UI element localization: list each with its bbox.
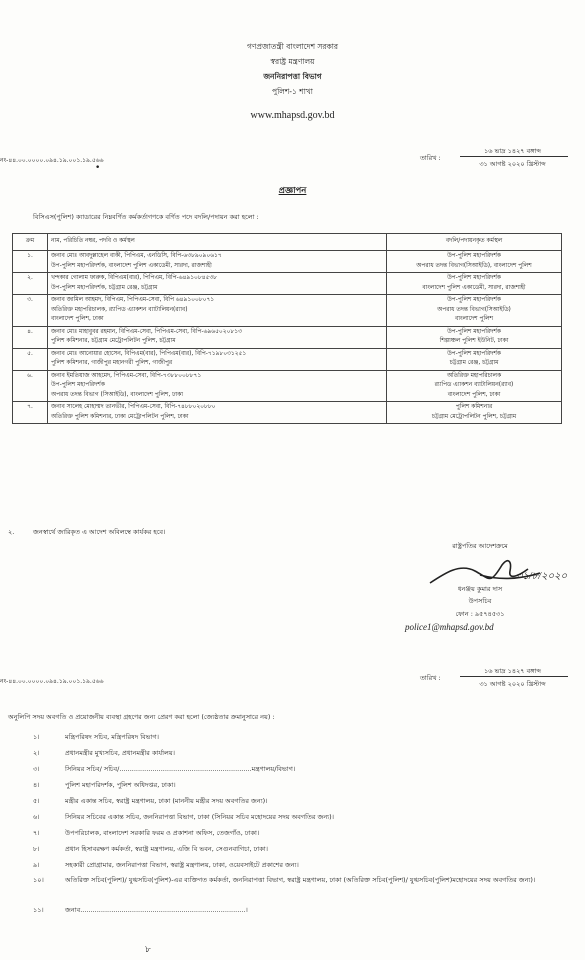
date-block-2: [420, 664, 580, 694]
row-details: [48, 295, 387, 327]
row-serial: ৪.: [13, 326, 48, 348]
details-line: জনাব মোঃ আনোয়ার হোসেন, বিপিএম(বার), পিপিএম(বার), বিপি-৭১৯৮০৩১২৫১: [51, 350, 247, 357]
details-line: জনাব মোঃ আবদুল্লাহেল বাকী, পিপিএম, এনডিসি, বিপি-৬৩৮৯০৯০৬১৭: [51, 253, 222, 259]
para-number: ২.: [8, 528, 15, 536]
details-line: খন্দকার গোলাম ফারুক, বিপিএম(বার), পিপিএম, বিপি-৬৪৯১০৮৪৫৩৮: [51, 275, 217, 281]
details-line: বাংলাদেশ পুলিশ, ঢাকা: [51, 316, 104, 322]
date-block: [420, 144, 580, 174]
signature-date: ৩১/৮/২০২০: [516, 571, 568, 582]
list-item-number: ১১।: [33, 906, 44, 914]
details-line: পুলিশ কমিশনার, গাজীপুর মহানগরী পুলিশ, গাজীপুর: [51, 360, 173, 366]
letterhead-website: www.mhapsd.gov.bd: [250, 110, 335, 121]
date-gregorian: ৩১ আগষ্ট ২০২০ খ্রিস্টাব্দ: [479, 160, 546, 168]
row-details: [48, 348, 387, 370]
row-serial: ২.: [13, 273, 48, 295]
row-posting: [387, 273, 562, 295]
letterhead-ministry: স্বরাষ্ট্র মন্ত্রণালয়: [270, 57, 315, 66]
posting-line: অপরাধ তদন্ত বিভাগ(সিআইডি): [437, 306, 511, 313]
row-posting: [387, 295, 562, 327]
row-serial: ৫.: [13, 348, 48, 370]
row-details: [48, 251, 387, 273]
posting-line: অতিরিক্ত মহাপরিচালক: [446, 372, 502, 379]
letterhead-government: গণপ্রজাতন্ত্রী বাংলাদেশ সরকার: [246, 42, 339, 51]
memo-number: নং-৪৪.০০.০০০০.০৯৪.১৯.০০১.১৯.৫৬৬: [0, 157, 104, 164]
table-header-row: [13, 234, 562, 251]
table-row: [13, 273, 562, 295]
posting-line: উপ-পুলিশ মহাপরিদর্শক: [447, 253, 501, 259]
details-line: উপ-পুলিশ মহাপরিদর্শক, বাংলাদেশ পুলিশ একাডেমী, সারদা, রাজশাহী: [51, 262, 212, 269]
date-gregorian-2: ৩১ আগষ্ট ২০২০ খ্রিস্টাব্দ: [479, 680, 546, 688]
posting-line: পুলিশ কমিশনার: [455, 404, 493, 410]
details-line: জনাব জামিল আহমদ, বিপিএম, পিপিএম-সেবা, বিপি ৬৪৯১০০৮০৭১: [51, 297, 215, 303]
date-divider-2: [460, 676, 568, 677]
row-details: [48, 402, 387, 424]
posting-line: বাংলাদেশ পুলিশ, ঢাকা: [447, 391, 501, 398]
list-item-number: ৮।: [33, 845, 40, 853]
list-item-number: ২।: [33, 749, 40, 757]
details-line: জনাব সালেহ মোহাম্মদ তানভীর, পিপিএম-সেবা, বিপি-৭৪৮৮০২০৮৮০: [51, 404, 216, 410]
page-title: প্রজ্ঞাপন: [278, 186, 307, 196]
row-details: [48, 370, 387, 402]
list-item-number: ১০।: [33, 876, 44, 884]
details-line: জনাব ইমতিয়াজ আহমেদ, পিপিএম-সেবা, বিপি-৭৩৮৮০০৮৮৭১: [51, 372, 202, 379]
table-row: [13, 326, 562, 348]
list-item-number: ১।: [33, 733, 40, 741]
signatory-email: police1@mhapsd.gov.bd: [405, 622, 494, 632]
list-item-number: ৭।: [33, 829, 40, 837]
date-bangla: ১৬ ভাদ্র ১৪২৭ বঙ্গাব্দ: [484, 147, 541, 155]
order-by: রাষ্ট্রপতির আদেশক্রমে: [452, 542, 508, 550]
posting-line: অপরাধ তদন্ত বিভাগ(সিআইডি), বাংলাদেশ পুলিশ: [416, 262, 532, 269]
table-row: [13, 251, 562, 273]
date-divider: [460, 156, 568, 157]
table-row: [13, 402, 562, 424]
row-posting: [387, 370, 562, 402]
posting-line: চট্টগ্রাম মেট্রোপলিটন পুলিশ, চট্টগ্রাম: [431, 413, 517, 420]
row-details: [48, 326, 387, 348]
signatory-designation: উপসচিব: [468, 597, 492, 605]
signatory-name: ধনঞ্জয় কুমার দাস: [457, 585, 503, 593]
list-item-number: ৬।: [33, 813, 40, 821]
row-posting: [387, 326, 562, 348]
letterhead-branch: পুলিশ-১ শাখা: [272, 87, 313, 96]
row-posting: [387, 251, 562, 273]
para-text: জনস্বার্থে জারিকৃত এ আদেশ অবিলম্বে কার্যকর হবে।: [33, 528, 166, 536]
row-serial: ৬.: [13, 370, 48, 402]
header-posting: বদলি/পদায়নকৃত কর্মস্থল: [387, 234, 562, 251]
posting-line: উপ-পুলিশ মহাপরিদর্শক: [447, 297, 501, 303]
intro-text: বিসিএস(পুলিশ) ক্যাডারের নিম্নবর্ণিত কর্মকর্তাগণকে বর্ণিত পদে বদলি/পদায়ন করা হলো :: [33, 213, 259, 221]
posting-line: উপ-পুলিশ মহাপরিদর্শক: [447, 328, 501, 335]
posting-line: শিল্পাঞ্চল পুলিশ ইউনিট, ঢাকা: [439, 338, 509, 344]
table-row: [13, 348, 562, 370]
list-item-text: অতিরিক্ত সচিব(পুলিশ)/ যুগ্মসচিব(পুলিশ)-এর ব্যক্তিগত কর্মকর্তা, জননিরাপত্তা বিভাগ, স্বরাষ্ট্র মন্ত্রণালয়, ঢাকা (অতিরিক্ত সচিব(পুলিশ)/ যুগ্মসচিব(পুলিশ)মহোদয়ের সদয় অবগতির জন্য)।: [65, 876, 536, 884]
posting-line: উপ-পুলিশ মহাপরিদর্শক: [447, 275, 501, 281]
footer-mark: ৮: [145, 945, 151, 955]
table-row: [13, 370, 562, 402]
posting-line: বাংলাদেশ পুলিশ: [455, 316, 493, 322]
details-line: পুলিশ কমিশনার, চট্টগ্রাম মেট্রোপলিটন পুলিশ, চট্টগ্রাম: [51, 338, 176, 344]
list-item-text: সহকারী প্রোগ্রামার, জননিরাপত্তা বিভাগ, স্বরাষ্ট্র মন্ত্রণালয়, ঢাকা, ওয়েবসাইটে প্রকাশের জন্য।: [65, 861, 299, 869]
list-item-text: পুলিশ মহাপরিদর্শক, পুলিশ অধিদপ্তর, ঢাকা।: [65, 781, 176, 789]
details-line: অতিরিক্ত মহাপরিচালক, র‍্যাপিড এ্যাকশন ব্যাটালিয়ন(র‍্যাব): [51, 306, 188, 313]
list-item-text: মন্ত্রিপরিষদ সচিব, মন্ত্রিপরিষদ বিভাগ।: [65, 733, 159, 741]
list-item-number: ৯।: [33, 861, 40, 869]
bullet-mark: •: [95, 163, 101, 173]
row-details: [48, 273, 387, 295]
letterhead-division: জননিরাপত্তা বিভাগ: [263, 72, 322, 81]
list-item-text: সিনিয়র সচিবের একান্ত সচিব, জননিরাপত্তা বিভাগ, ঢাকা (সিনিয়র সচিব মহোদয়ের সদয় অবগতির জন্য)।: [65, 813, 334, 821]
row-posting: [387, 348, 562, 370]
signatory-phone: ফোন : ৯৫৭৪৫৩১: [455, 610, 505, 618]
posting-line: চট্টগ্রাম রেঞ্জ, চট্টগ্রাম: [449, 360, 499, 366]
date-label: তারিখ :: [420, 154, 441, 162]
list-item-number: ৩।: [33, 765, 40, 773]
list-item-number: ৪।: [33, 781, 40, 789]
list-item-text: উপপরিচালক, বাংলাদেশ সরকারি ফরম ও প্রকাশনা অফিস, তেজগাঁও, ঢাকা।: [65, 829, 260, 837]
details-line: উপ-পুলিশ মহাপরিদর্শক, চট্টগ্রাম রেঞ্জ, চট্টগ্রাম: [51, 284, 158, 291]
posting-line: র‍্যাপিড এ্যাকশন ব্যাটালিয়ন(র‍্যাব): [434, 382, 514, 388]
details-line: অপরাধ তদন্ত বিভাগ (সিআইডি), বাংলাদেশ পুলিশ, ঢাকা: [51, 391, 183, 398]
posting-line: বাংলাদেশ পুলিশ একাডেমী, সারদা, রাজশাহী: [422, 284, 526, 291]
row-serial: ৩.: [13, 295, 48, 327]
details-line: উপ-পুলিশ মহাপরিদর্শক: [51, 382, 105, 388]
transfer-table: [12, 233, 562, 424]
date-label-2: তারিখ :: [420, 674, 441, 682]
details-line: জনাব মোঃ মাহাবুবর রহমান, বিপিএম-সেবা, পিপিএম-সেবা, বিপি-৬৯৬৫০২০৮১৩: [51, 328, 242, 335]
row-serial: ৭.: [13, 402, 48, 424]
date-bangla-2: ১৬ ভাদ্র ১৪২৭ বঙ্গাব্দ: [484, 667, 541, 675]
list-item-text: মন্ত্রীর একান্ত সচিব, স্বরাষ্ট্র মন্ত্রণালয়, ঢাকা (মাননীয় মন্ত্রীর সদয় অবগতির জন্য)।: [65, 797, 268, 805]
header-serial: ক্রম: [13, 234, 48, 251]
list-item-number: ৫।: [33, 797, 40, 805]
memo-number-2: নং-৪৪.০০.০০০০.০৯৪.১৯.০০১.১৯.৫৬৬: [0, 678, 104, 685]
list-item-text: জনাব................................................................................।: [65, 906, 248, 914]
header-details: নাম, পরিচিতি নম্বর, পদবি ও কর্মস্থল: [48, 234, 387, 251]
details-line: অতিরিক্ত পুলিশ কমিশনার, ঢাকা মেট্রোপলিটন পুলিশ, ঢাকা: [51, 413, 189, 420]
list-item-text: সিনিয়র সচিব/ সচিব/................................................................মন্ত্রণালয়/বিভাগ।: [65, 765, 296, 773]
row-posting: [387, 402, 562, 424]
row-serial: ১.: [13, 251, 48, 273]
posting-line: উপ-পুলিশ মহাপরিদর্শক: [447, 350, 501, 357]
distribution-heading: অনুলিপি সদয় অবগতি ও প্রয়োজনীয় ব্যবস্থা গ্রহণের জন্য প্রেরণ করা হলো (জ্যেষ্ঠতার ক্রমানুসারে নয়) :: [8, 713, 275, 721]
table-row: [13, 295, 562, 327]
list-item-text: প্রধান হিসাবরক্ষণ কর্মকর্তা, স্বরাষ্ট্র মন্ত্রণালয়, এজি বি ভবন, সেগুনবাগিচা, ঢাকা।: [65, 845, 268, 853]
list-item-text: প্রধানমন্ত্রীর মুখ্যসচিব, প্রধানমন্ত্রীর কার্যালয়।: [65, 749, 176, 757]
